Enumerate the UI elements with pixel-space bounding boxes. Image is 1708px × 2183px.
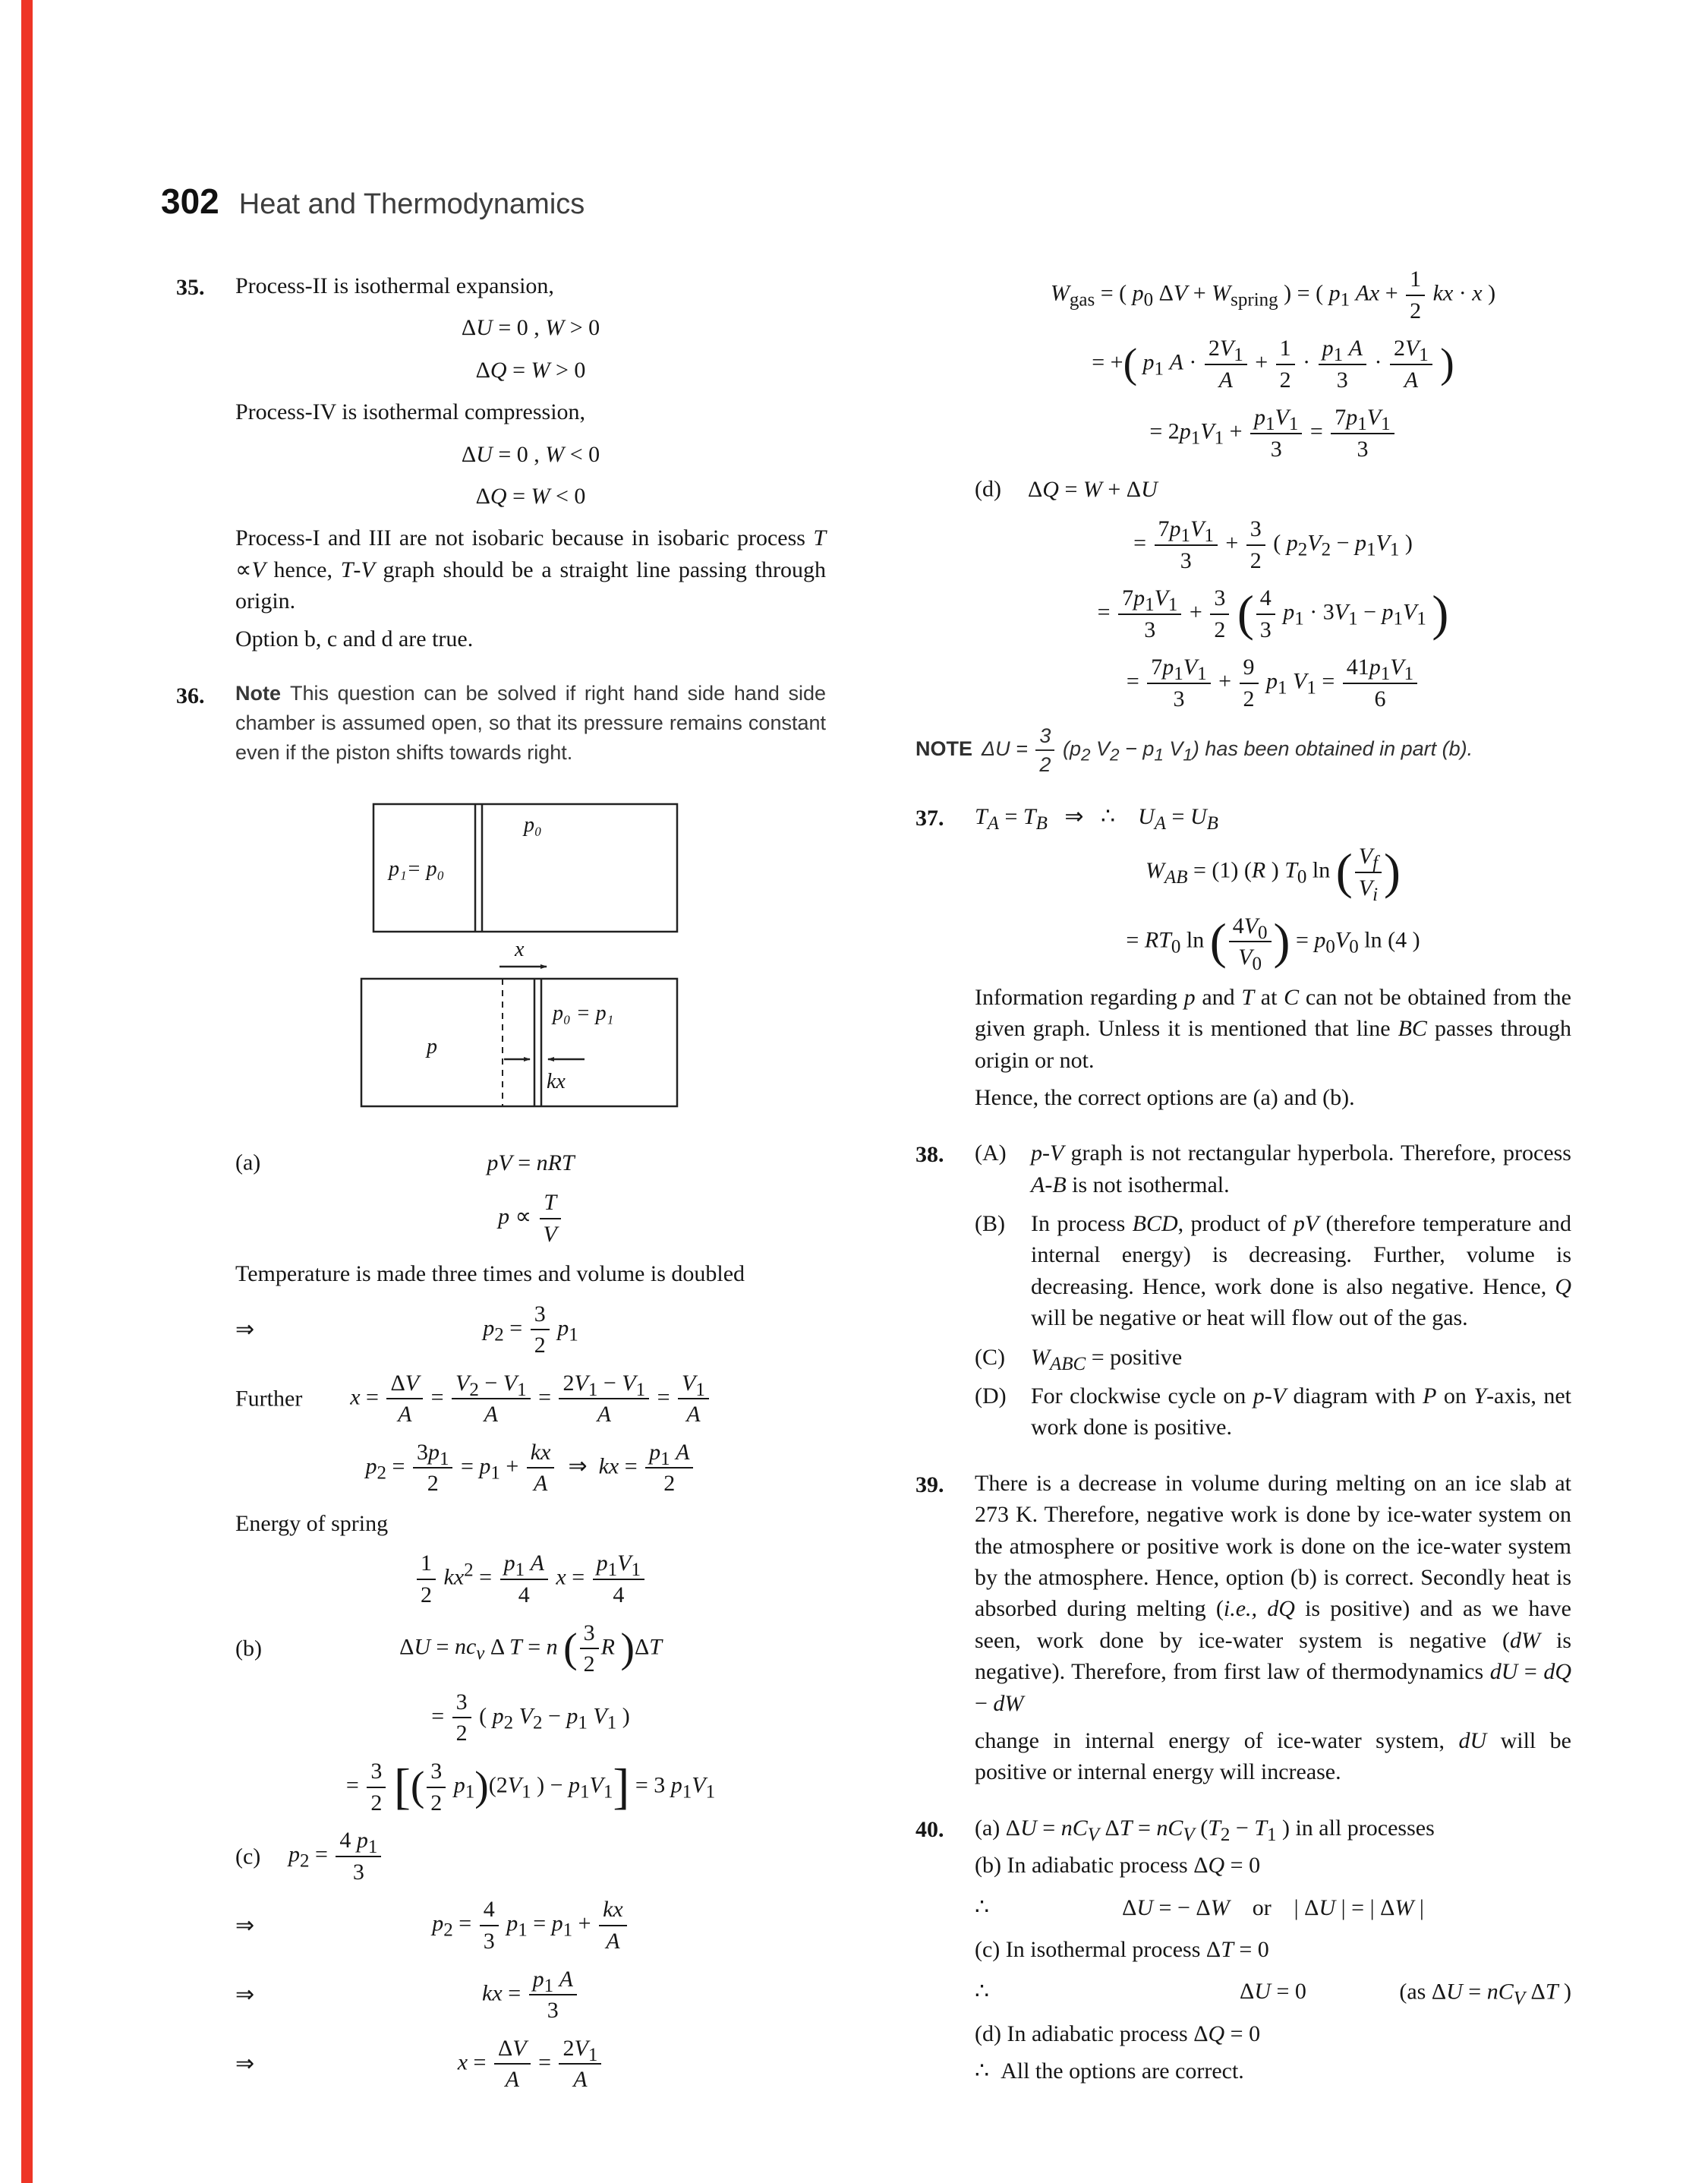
item-number: 36. xyxy=(176,683,205,708)
equation-body: $\frac{1}{2}$ $kx^2$ = $\frac{p_1 A}{4}$ x = $\frac{p_1V_1}{4}$ xyxy=(414,1550,647,1608)
further-label: Further xyxy=(235,1386,303,1412)
part-label: (c) xyxy=(235,1844,261,1869)
equation-body: x = $\frac{\Delta V}{A}$ = $\frac{2V_1}{A}$ xyxy=(458,2035,604,2093)
option-text: p-V graph is not rectangular hyperbola. Therefore, process A-B is not isothermal. xyxy=(1031,1140,1571,1197)
part-label: (b) xyxy=(235,1636,262,1661)
equation-line xyxy=(975,1976,1571,2007)
solution-item-36 xyxy=(176,679,826,2093)
option-text: For clockwise cycle on p-V diagram with P on Y-axis, net work done is positive. xyxy=(1031,1383,1571,1440)
equation-line xyxy=(235,1550,826,1608)
equation-line xyxy=(975,654,1571,712)
option-label: (D) xyxy=(975,1383,1007,1409)
equation-body: ΔU = 0 , W < 0 xyxy=(461,441,600,467)
equation-body: pV = nRT xyxy=(487,1150,575,1175)
piston-chamber-figure xyxy=(360,783,701,1126)
equation-body: ΔU = − ΔW or | ΔU | = | ΔW | xyxy=(1122,1894,1424,1920)
text-line: (c) In isothermal process ΔT = 0 xyxy=(975,1936,1269,1962)
option-label: (A) xyxy=(975,1140,1007,1166)
equation-line xyxy=(235,1896,826,1954)
equation-body: = $\frac{7p_1V_1}{3}$ + $\frac{3}{2}$ ( $\frac{4}{3}$ $p_1 \cdot 3V_1 - p_1V_1$ ) xyxy=(1097,585,1449,642)
option-row xyxy=(975,1208,1571,1334)
equation-body: = $\frac{3}{2}$ ( $p_2$ $V_2 - p_1$ $V_1$ ) xyxy=(431,1689,630,1746)
equation-line xyxy=(235,355,826,386)
equation-line xyxy=(235,1758,826,1816)
label-outside-pressure: p₀ xyxy=(524,812,542,837)
equation-body: $\Delta U = nc_v$ Δ T = n ( $\frac{3}{2}$ R )ΔT xyxy=(399,1620,662,1677)
equation-body: ΔU = 0 xyxy=(1240,1979,1306,2005)
option-label: (B) xyxy=(975,1211,1005,1237)
equation-line xyxy=(975,266,1571,324)
note-label: NOTE xyxy=(915,737,973,760)
figure-container xyxy=(235,783,826,1126)
equation-body: $p_2$ = $\frac{3p_1}{2}$ = $p_1$ + $\frac{kx}{A}$ ⇒ kx = $\frac{p_1 A}{2}$ xyxy=(366,1439,696,1497)
spine-accent-bar xyxy=(21,0,33,2183)
equation-line xyxy=(235,1147,826,1178)
equation-line xyxy=(975,404,1571,462)
equation-line xyxy=(975,516,1571,574)
note-text: ΔU = $\frac{3}{2}$ ($p_2$ $V_2 - p_1$ $V_1$) has been obtained in part (b). xyxy=(982,724,1473,776)
solution-item-40 xyxy=(915,1812,1571,2087)
right-column xyxy=(915,255,1571,2111)
label-left-pressure: p₁= p₀ xyxy=(389,856,445,881)
equation-line xyxy=(235,1301,826,1359)
equation-body: = $2p_1V_1$ + $\frac{p_1V_1}{3}$ = $\frac{7p_1V_1}{3}$ xyxy=(1149,404,1396,462)
equation-body: p ∝ $\frac{T}{V}$ xyxy=(498,1189,563,1248)
therefore-symbol: ∴ xyxy=(975,1979,990,2005)
option-row xyxy=(975,1342,1571,1373)
equation-line xyxy=(235,439,826,470)
equation-body: $p_2$ = $\frac{3}{2}$ $p_1$ xyxy=(483,1301,578,1358)
equation-line xyxy=(235,1370,826,1428)
option-text: In process BCD, product of pV (therefore temperature and internal energy) is decreasing. Further, volume is decreasing. Hence, work done is also negative. Hence, Q will be negative or heat will flow out of the gas. xyxy=(1031,1211,1571,1331)
equation-body: = $\frac{3}{2}$ [( $\frac{3}{2}$ $p_1)(2V_1$ ) − $p_1V_1] = 3$ $p_1V_1$ xyxy=(345,1759,716,1815)
solution-item-37 xyxy=(915,801,1571,1113)
text-line: (a) $\Delta U = nC_V$ $\Delta T = nC_V$ ($T_2 - T_1$ ) in all processes xyxy=(975,1815,1435,1845)
text-line: (b) In adiabatic process ΔQ = 0 xyxy=(975,1853,1261,1879)
equation-line xyxy=(235,1689,826,1747)
text-line: Option b, c and d are true. xyxy=(235,626,474,651)
implies-symbol: ⇒ xyxy=(235,1913,255,1939)
equation-body: $p_2$ = $\frac{4}{3}$ $p_1 = p_1$ + $\frac{kx}{A}$ xyxy=(432,1896,629,1954)
equation-line xyxy=(975,843,1571,905)
text-line: Temperature is made three times and volume is doubled xyxy=(235,1261,745,1287)
equation-line xyxy=(235,312,826,343)
text-line: ∴ All the options are correct. xyxy=(975,2058,1244,2084)
solution-item-38 xyxy=(915,1137,1571,1443)
chapter-title: Heat and Thermodynamics xyxy=(238,188,585,220)
equation-body: ΔU = 0 , W > 0 xyxy=(461,315,600,341)
page-number: 302 xyxy=(161,181,219,221)
part-label: (d) xyxy=(975,476,1001,502)
equation-line xyxy=(975,585,1571,643)
therefore-symbol: ∴ xyxy=(975,1894,990,1920)
equation-body: $W_{gas}$ = ( $p_0$ $\Delta V + W_{spring}$ ) = ( $p_1$ Ax + $\frac{1}{2}$ kx · x ) xyxy=(1050,267,1496,323)
note xyxy=(915,724,1571,777)
paragraph: change in internal energy of ice-water system, dU will be positive or internal energy will increase. xyxy=(975,1727,1571,1785)
label-spring-force: kx xyxy=(547,1069,566,1093)
option-row xyxy=(975,1380,1571,1443)
option-text: $W_{ABC}$ = positive xyxy=(1031,1344,1183,1374)
option-row xyxy=(975,1137,1571,1200)
equation-line xyxy=(975,1892,1571,1923)
solution-item-35 xyxy=(176,270,826,655)
item-number: 35. xyxy=(176,275,205,300)
text-line: (d) In adiabatic process ΔQ = 0 xyxy=(975,2021,1261,2046)
text-line: Hence, the correct options are (a) and (b). xyxy=(975,1084,1355,1110)
paragraph: There is a decrease in volume during melting on an ice slab at 273 K. Therefore, negative work is done by ice-water system on the atmosphere or positive work is done on the ice-water system by the atmosphere. Hence, option (b) is correct. Secondly heat is absorbed during melting (i.e., dQ is positive) and as we have seen, work done by ice-water system is negative (dW is negative). Therefore, from first law of thermodynamics dU = dQ − dW xyxy=(975,1470,1571,1716)
implies-symbol: ⇒ xyxy=(235,1317,255,1342)
left-column xyxy=(176,267,826,2118)
equation-line xyxy=(235,481,826,512)
item-number: 39. xyxy=(915,1472,944,1497)
equation-body: ΔQ = W > 0 xyxy=(475,357,586,383)
equation-line xyxy=(235,2035,826,2093)
equation-line xyxy=(975,913,1571,975)
item-number: 37. xyxy=(915,805,944,831)
implies-symbol: ⇒ xyxy=(235,1982,255,2008)
equation-body: x = $\frac{\Delta V}{A}$ = $\frac{V_2 - V_1}{A}$ = $\frac{2V_1 - V_1}{A}$ = $\frac{V_1}{A}$ xyxy=(350,1370,711,1428)
solution-item-36-continued xyxy=(915,266,1571,777)
equation-body: = $\frac{7p_1V_1}{3}$ + $\frac{3}{2}$ ( $p_2V_2 - p_1V_1$ ) xyxy=(1133,516,1413,573)
label-gas-pressure: p xyxy=(427,1034,437,1058)
bottom-chamber-outline xyxy=(361,979,677,1106)
equation-body: $p_2$ = $\frac{4 p_1}{3}$ xyxy=(288,1827,383,1885)
equation-note: (as $\Delta U = nC_V$ ΔT ) xyxy=(1399,1979,1571,2009)
equation-line xyxy=(975,474,1571,505)
note-text: This question can be solved if right hand side hand side chamber is assumed open, so that its pressure remains constant even if the piston shifts towards right. xyxy=(235,681,826,764)
equation-line xyxy=(235,1439,826,1497)
paragraph: Information regarding p and T at C can not be obtained from the given graph. Unless it is mentioned that line BC passes through origin or not. xyxy=(975,984,1571,1073)
equation-line xyxy=(235,1620,826,1678)
item-number: 38. xyxy=(915,1142,944,1168)
solution-item-39 xyxy=(915,1468,1571,1788)
equation-line xyxy=(235,1966,826,2024)
equation-body: $W_{AB} = (1)$ (R ) $T_0$ ln ( $\frac{V_f}{V_i}$ ) xyxy=(1145,844,1401,905)
note xyxy=(235,679,826,768)
equation-line xyxy=(235,1827,826,1885)
equation-line xyxy=(235,1189,826,1248)
item-number: 40. xyxy=(915,1816,944,1842)
equation-body: ΔQ = W < 0 xyxy=(475,483,586,509)
equation-body: kx = $\frac{p_1 A}{3}$ xyxy=(482,1966,579,2024)
equation-body: = $RT_0$ ln ( $\frac{4V_0}{V_0}$ ) = $p_0V_0$ ln (4 ) xyxy=(1126,913,1420,975)
option-label: (C) xyxy=(975,1344,1005,1370)
equation-body: = +( $p_1$ A · $\frac{2V_1}{A}$ + $\frac{1}{2}$ · $\frac{p_1 A}{3}$ · $\frac{2V_1}{A}$ ) xyxy=(1092,336,1454,393)
equation-body: = $\frac{7p_1V_1}{3}$ + $\frac{9}{2}$ $p_1$ $V_1$ = $\frac{41p_1V_1}{6}$ xyxy=(1127,654,1420,712)
paragraph: Process-I and III are not isobaric because in isobaric process T ∝V hence, T-V graph should be a straight line passing through origin. xyxy=(235,525,826,614)
equation-line xyxy=(975,335,1571,393)
page-header xyxy=(161,181,585,222)
note-label: Note xyxy=(235,681,281,705)
implies-symbol: ⇒ xyxy=(235,2051,255,2077)
label-right-pressure: p₀ = p₁ xyxy=(553,1001,614,1025)
text-line: Process-IV is isothermal compression, xyxy=(235,399,586,425)
equation-body: ΔQ = W + ΔU xyxy=(1028,476,1158,502)
part-label: (a) xyxy=(235,1150,261,1175)
text-line: Energy of spring xyxy=(235,1511,389,1537)
text-line: Process-II is isothermal expansion, xyxy=(235,273,554,298)
equation-line: $T_A = T_B$ ⇒ ∴ $U_A = U_B$ xyxy=(975,803,1218,834)
label-displacement: x xyxy=(515,937,525,961)
